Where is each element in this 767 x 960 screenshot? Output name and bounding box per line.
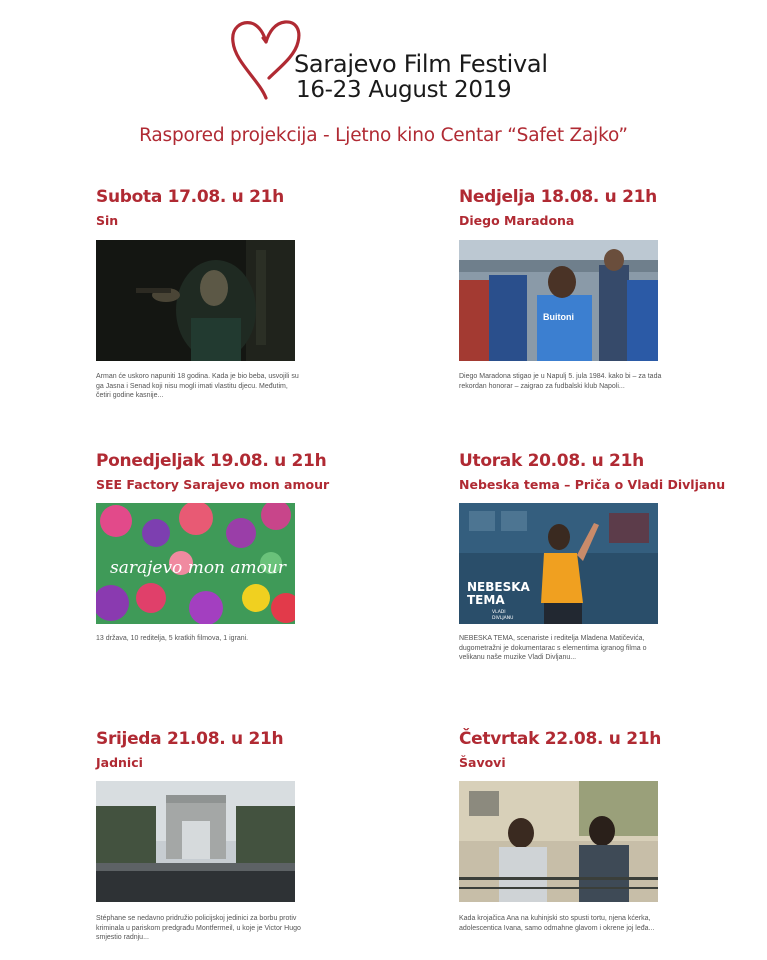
film-still (96, 781, 295, 902)
poster-title-line2: TEMA (467, 593, 505, 607)
film-poster (459, 503, 658, 624)
screening-card-jadnici (96, 729, 396, 941)
screening-date: Srijeda 21.08. u 21h (96, 729, 284, 749)
screening-card-nebeska-tema (459, 451, 759, 661)
screening-card-sin (96, 187, 396, 399)
still-shirt-text: Buitoni (543, 312, 574, 322)
film-title: Diego Maradona (459, 213, 575, 228)
film-description: 13 država, 10 reditelja, 5 kratkih filmova, 1 igrani. (96, 635, 249, 642)
poster-title-line1: NEBESKA (467, 580, 530, 594)
film-title: Sin (96, 213, 119, 228)
screening-card-see-factory (96, 451, 396, 642)
film-still (459, 781, 658, 902)
screening-date: Četvrtak 22.08. u 21h (459, 729, 662, 749)
schedule-subtitle: Raspored projekcija - Ljetno kino Centar “Safet Zajko” (139, 125, 628, 146)
film-still (96, 240, 295, 361)
film-description: NEBESKA TEMA, scenariste i reditelja Mladena Matičevića, dugometražni je dokumentarac s elementima igranog filma o velikanu naše muzike Vladi Divljanu... (459, 635, 647, 661)
screening-card-savovi (459, 729, 759, 932)
poster-caption-line2: DIVLJANU (492, 616, 514, 621)
film-title: Šavovi (459, 755, 506, 770)
screening-date: Utorak 20.08. u 21h (459, 451, 644, 471)
film-description: Stéphane se nedavno pridružio policijskoj jedinici za borbu protiv kriminala u pariskom predgrađu Montfermeil, u koje je Victor Hugo smjestio radnju... (96, 915, 301, 941)
screening-date: Nedjelja 18.08. u 21h (459, 187, 657, 207)
poster-caption-line1: VLADI (492, 610, 506, 615)
film-description: Kada krojačica Ana na kuhinjski sto spusti tortu, njena kćerka, adolescentica Ivana, samo odmahne glavom i okrene joj leđa... (459, 915, 655, 932)
film-poster (96, 503, 295, 624)
festival-dates: 16-23 August 2019 (296, 77, 512, 103)
film-description: Diego Maradona stigao je u Napulj 5. jula 1984. kako bi – za tada rekordan honorar – zaigrao za fudbalski klub Napoli... (459, 373, 662, 390)
screening-card-diego-maradona (459, 187, 759, 390)
festival-heart-logo (229, 18, 303, 100)
film-description: Arman će uskoro napuniti 18 godina. Kada je bio beba, usvojili su ga Jasna i Senad koji nisu mogli imati vlastitu djecu. Međutim, četiri godine kasnije... (96, 373, 299, 399)
film-title: Jadnici (96, 755, 143, 770)
film-still (459, 240, 658, 361)
screening-date: Ponedjeljak 19.08. u 21h (96, 451, 327, 471)
film-title: SEE Factory Sarajevo mon amour (96, 477, 330, 492)
screening-date: Subota 17.08. u 21h (96, 187, 284, 207)
poster-title-text: sarajevo mon amour (110, 558, 286, 578)
film-title: Nebeska tema – Priča o Vladi Divljanu (459, 477, 726, 492)
festival-name: Sarajevo Film Festival (294, 50, 548, 78)
